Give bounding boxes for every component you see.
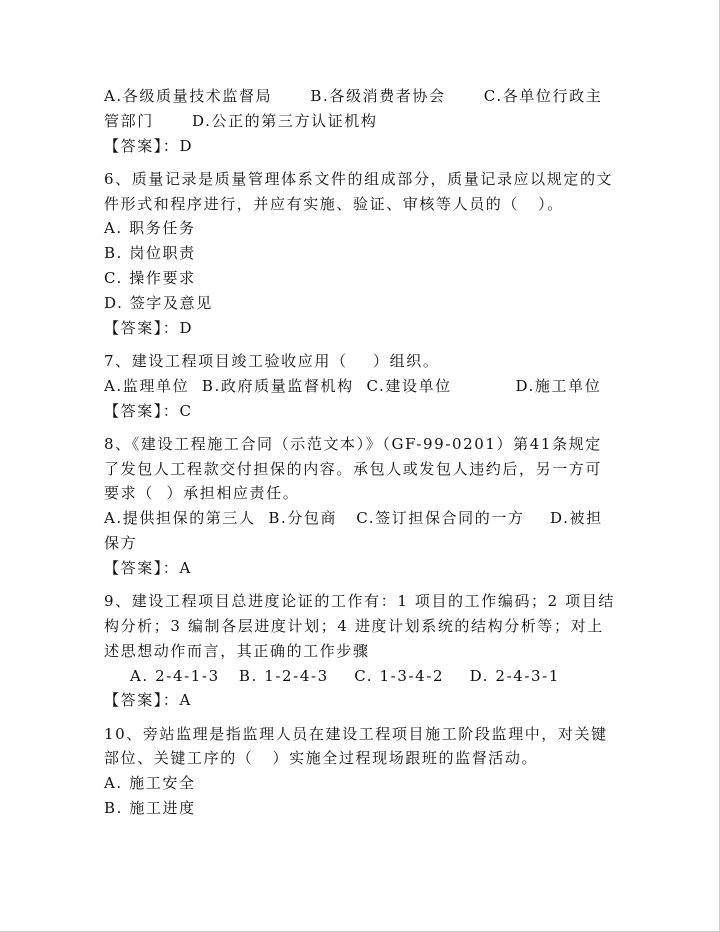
q8-stem-line-2: 了发包人工程款交付担保的内容。承包人或发包人违约后，另一方可 [104, 459, 603, 478]
q8-stem-line-3: 要求（ ）承担相应责任。 [104, 484, 300, 503]
q6-option-b: B. 岗位职责 [104, 244, 196, 263]
q10-stem-line-1: 10、旁站监理是指监理人员在建设工程项目施工阶段监理中，对关键 [104, 724, 608, 743]
spacer [104, 713, 624, 722]
q8-options-line-2: 保方 [104, 534, 138, 553]
q9-stem-line-3: 述思想动作而言，其正确的工作步骤 [104, 641, 370, 660]
q10-option-a: A. 施工安全 [104, 774, 196, 793]
q6-stem-line-1: 6、质量记录是质量管理体系文件的组成部分，质量记录应以规定的文 [104, 169, 614, 188]
q6-option-d: D. 签字及意见 [104, 293, 213, 312]
q8-answer: 【答案】：A [104, 558, 192, 577]
q6-stem-line-2: 件形式和程序进行，并应有实施、验证、审核等人员的（ ）。 [104, 194, 564, 213]
q10-option-b: B. 施工进度 [104, 799, 196, 818]
spacer [104, 581, 624, 590]
q8-stem-line-1: 8、《建设工程施工合同（示范文本）》（GF-99-0201）第41条规定 [104, 434, 602, 453]
q9-stem-line-2: 构分析；3 编制各层进度计划；4 进度计划系统的结构分析等；对上 [104, 616, 604, 635]
q9-options: A. 2-4-1-3 B. 1-2-4-3 C. 1-3-4-2 D. 2-4-3-1 [130, 666, 560, 685]
q7-answer: 【答案】：C [104, 401, 193, 420]
q6-option-a: A. 职务任务 [104, 219, 196, 238]
q9-stem-line-1: 9、建设工程项目总进度论证的工作有：1 项目的工作编码；2 项目结 [104, 592, 615, 611]
q5-answer: 【答案】：D [104, 136, 194, 155]
q10-stem-line-2: 部位、关键工序的（ ）实施全过程现场跟班的监督活动。 [104, 749, 539, 768]
document-content [104, 84, 624, 821]
q7-stem: 7、建设工程项目竣工验收应用（ ）组织。 [104, 351, 440, 370]
q6-option-c: C. 操作要求 [104, 269, 196, 288]
spacer [104, 158, 624, 167]
spacer [104, 340, 624, 349]
q5-options-line-1: A.各级质量技术监督局 B.各级消费者协会 C.各单位行政主 [104, 87, 603, 105]
spacer [104, 423, 624, 432]
q9-answer: 【答案】：A [104, 691, 192, 710]
q6-answer: 【答案】：D [104, 318, 194, 337]
q5-options-line-2: 管部门 D.公正的第三方认证机构 [104, 111, 378, 130]
q8-options-line-1: A.提供担保的第三人 B.分包商 C.签订担保合同的一方 D.被担 [104, 509, 603, 528]
q7-options: A.监理单位 B.政府质量监督机构 C.建设单位 D.施工单位 [104, 376, 602, 395]
